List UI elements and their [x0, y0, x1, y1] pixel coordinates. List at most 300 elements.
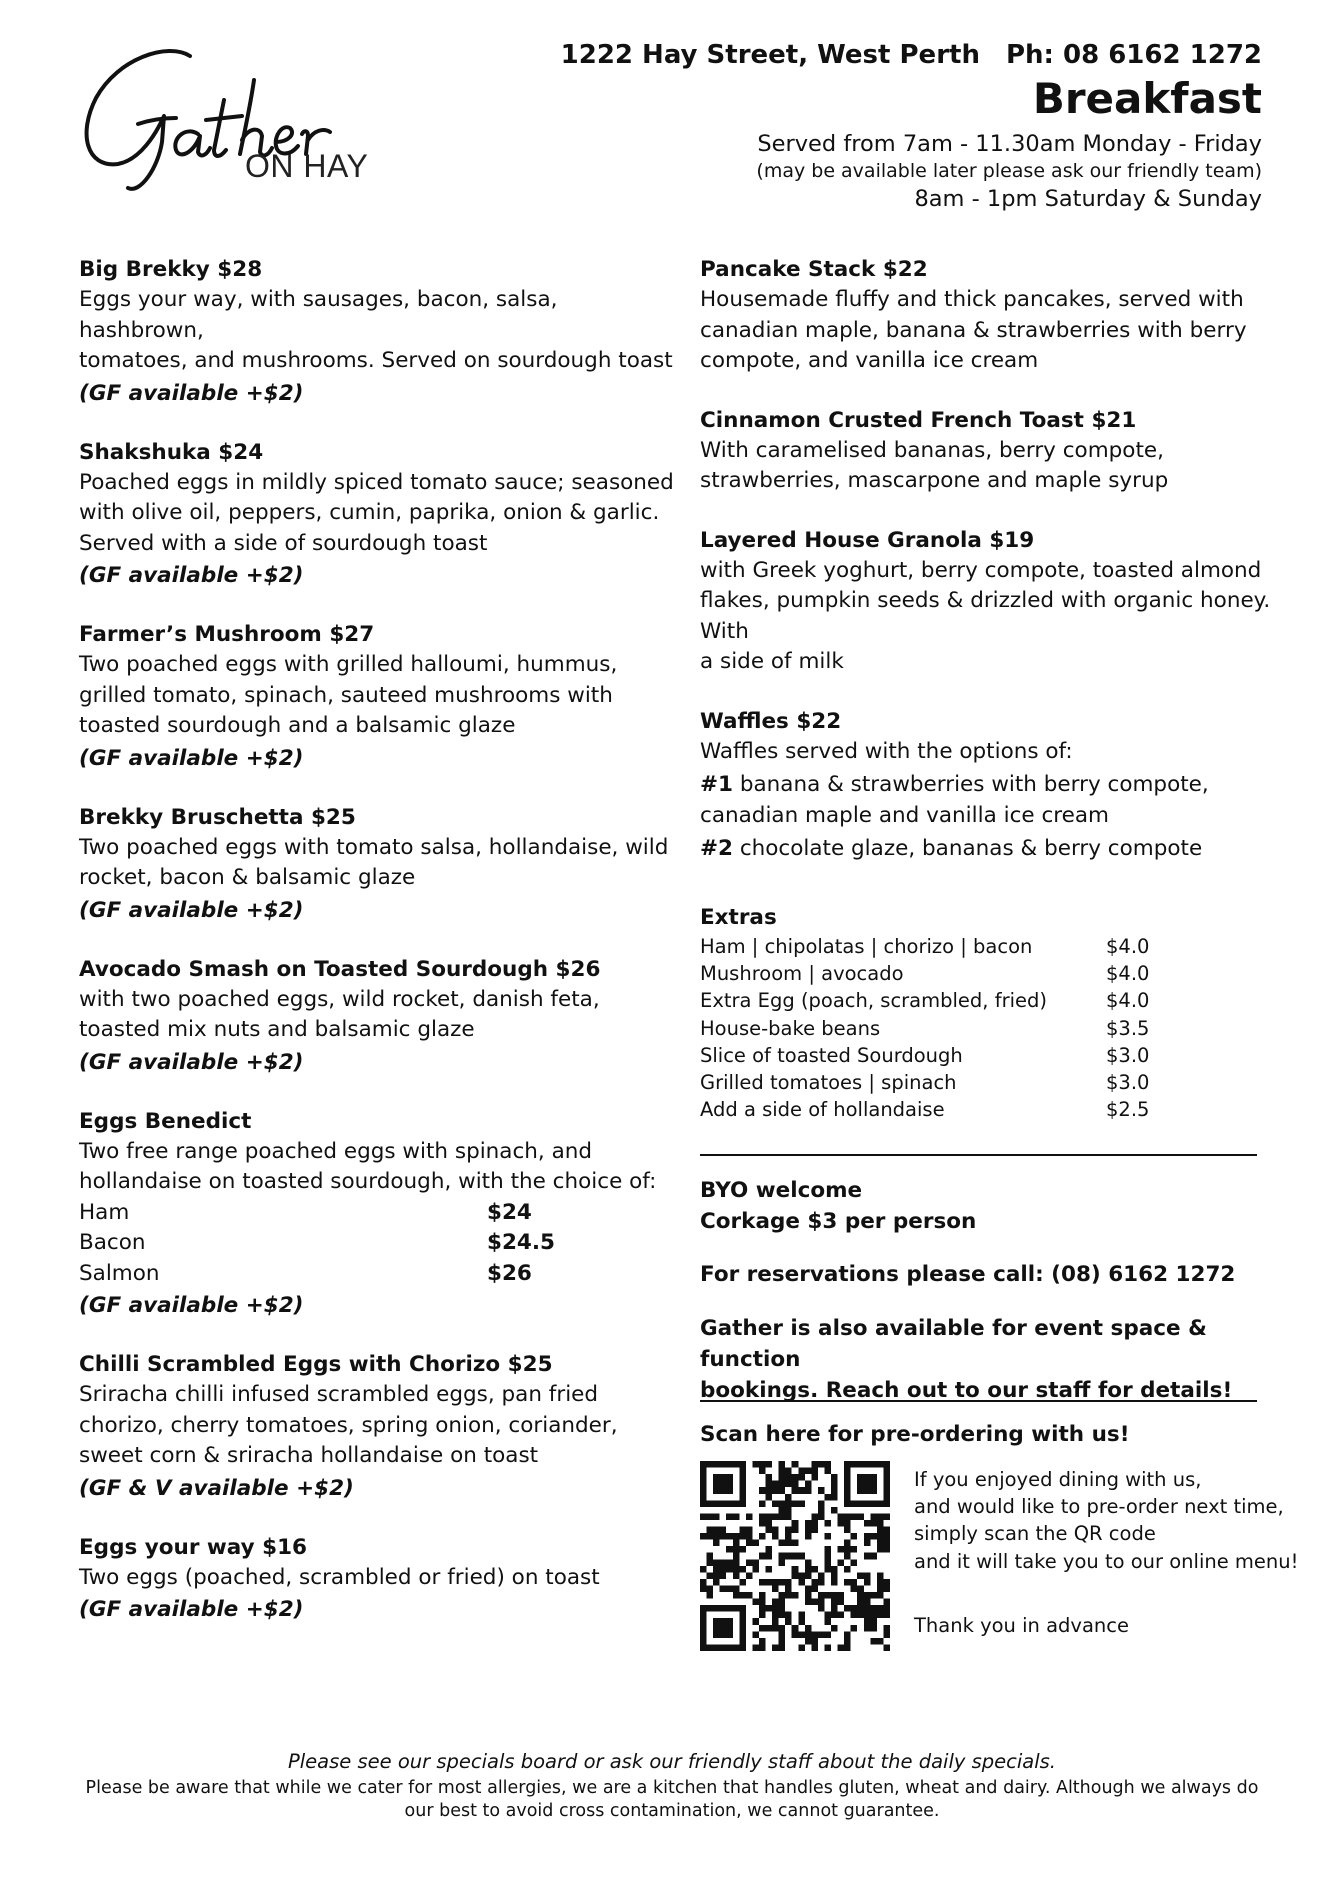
- qr-module: [864, 1461, 871, 1468]
- qr-module: [766, 1625, 773, 1632]
- qr-module: [831, 1494, 838, 1501]
- qr-module: [772, 1500, 779, 1507]
- item-name: Eggs your way $16: [79, 1534, 308, 1560]
- qr-module: [746, 1559, 753, 1566]
- qr-module: [857, 1592, 864, 1599]
- item-name: Shakshuka $24: [79, 439, 264, 465]
- qr-module: [877, 1520, 884, 1527]
- qr-module: [720, 1500, 727, 1507]
- qr-module: [831, 1572, 838, 1579]
- menu-item: [79, 1350, 679, 1504]
- qr-module: [785, 1585, 792, 1592]
- item-desc-line: Two poached eggs with grilled halloumi, hummus,: [79, 652, 618, 677]
- qr-module: [733, 1500, 740, 1507]
- qr-module: [883, 1599, 890, 1606]
- qr-module: [779, 1468, 786, 1475]
- extra-row: [700, 933, 1260, 960]
- qr-module: [831, 1592, 838, 1599]
- menu-header: [561, 40, 1262, 212]
- qr-module: [864, 1533, 871, 1540]
- qr-module: [739, 1579, 746, 1586]
- qr-module: [713, 1513, 720, 1520]
- left-column: [79, 255, 679, 1654]
- qr-module: [864, 1520, 871, 1527]
- qr-module: [700, 1468, 707, 1475]
- qr-module: [726, 1500, 733, 1507]
- option-label: Salmon: [79, 1260, 160, 1286]
- gf-note: (GF available +$2): [79, 563, 304, 588]
- qr-module: [779, 1638, 786, 1645]
- qr-module: [864, 1599, 871, 1606]
- qr-module: [844, 1461, 851, 1468]
- qr-module: [785, 1513, 792, 1520]
- extra-row: [700, 1042, 1260, 1069]
- qr-module: [720, 1618, 727, 1625]
- qr-module: [864, 1579, 871, 1586]
- qr-module: [831, 1625, 838, 1632]
- qr-module: [707, 1605, 714, 1612]
- qr-module: [851, 1500, 858, 1507]
- qr-module: [811, 1599, 818, 1606]
- qr-module: [883, 1585, 890, 1592]
- qr-module: [720, 1487, 727, 1494]
- qr-module: [713, 1461, 720, 1468]
- qr-module: [864, 1500, 871, 1507]
- qr-module: [805, 1520, 812, 1527]
- qr-module: [838, 1612, 845, 1619]
- qr-module: [818, 1507, 825, 1514]
- extras-section: [700, 903, 1260, 1123]
- qr-module: [818, 1599, 825, 1606]
- option-text: chocolate glaze, bananas & berry compote: [732, 836, 1203, 861]
- qr-module: [746, 1527, 753, 1534]
- qr-module: [792, 1592, 799, 1599]
- qr-module: [752, 1599, 759, 1606]
- qr-module: [864, 1553, 871, 1560]
- qr-module: [864, 1487, 871, 1494]
- qr-module: [857, 1481, 864, 1488]
- qr-module: [700, 1644, 707, 1651]
- qr-module: [851, 1559, 858, 1566]
- qr-module: [752, 1631, 759, 1638]
- qr-module: [838, 1513, 845, 1520]
- gf-note: (GF & V available +$2): [79, 1475, 354, 1501]
- extra-name: Extra Egg (poach, scrambled, fried): [700, 989, 1047, 1013]
- qr-module: [779, 1592, 786, 1599]
- gf-note: (GF available +$2): [79, 897, 304, 923]
- qr-module: [759, 1520, 766, 1527]
- qr-module: [857, 1612, 864, 1619]
- extra-row: [700, 960, 1260, 987]
- item-desc-line: sweet corn & sriracha hollandaise on toast: [79, 1443, 539, 1468]
- qr-module: [798, 1612, 805, 1619]
- qr-module: [700, 1513, 707, 1520]
- extra-name: Ham | chipolatas | chorizo | bacon: [700, 935, 1033, 958]
- qr-module: [844, 1631, 851, 1638]
- qr-module: [877, 1572, 884, 1579]
- qr-module: [844, 1527, 851, 1534]
- qr-module: [746, 1533, 753, 1540]
- qr-module: [726, 1559, 733, 1566]
- qr-module: [779, 1559, 786, 1566]
- menu-item: [79, 620, 679, 774]
- qr-module: [864, 1612, 871, 1619]
- qr-module: [739, 1605, 746, 1612]
- qr-module: [707, 1513, 714, 1520]
- qr-module: [700, 1461, 707, 1468]
- qr-module: [851, 1585, 858, 1592]
- qr-module: [700, 1494, 707, 1501]
- qr-module: [779, 1625, 786, 1632]
- qr-module: [785, 1533, 792, 1540]
- qr-module: [700, 1474, 707, 1481]
- qr-module: [864, 1572, 871, 1579]
- qr-module: [739, 1638, 746, 1645]
- qr-module: [838, 1644, 845, 1651]
- qr-module: [857, 1500, 864, 1507]
- contact-line: [561, 40, 1262, 70]
- qr-module: [883, 1546, 890, 1553]
- qr-module: [883, 1500, 890, 1507]
- qr-module: [831, 1481, 838, 1488]
- item-desc-line: strawberries, mascarpone and maple syrup: [700, 468, 1169, 493]
- qr-module: [857, 1474, 864, 1481]
- qr-module: [883, 1612, 890, 1619]
- qr-module: [844, 1494, 851, 1501]
- qr-module: [720, 1631, 727, 1638]
- qr-module: [792, 1540, 799, 1547]
- scan-line: simply scan the QR code: [914, 1522, 1156, 1546]
- qr-module: [883, 1644, 890, 1651]
- served-weekend: 8am - 1pm Saturday & Sunday: [914, 186, 1262, 212]
- qr-module: [798, 1553, 805, 1560]
- menu-item: [700, 255, 1300, 377]
- extra-name: Slice of toasted Sourdough: [700, 1043, 963, 1067]
- qr-module: [818, 1513, 825, 1520]
- qr-module: [707, 1585, 714, 1592]
- qr-module: [785, 1474, 792, 1481]
- qr-module: [785, 1612, 792, 1619]
- qr-module: [752, 1559, 759, 1566]
- qr-module: [811, 1631, 818, 1638]
- qr-module: [752, 1618, 759, 1625]
- qr-module: [713, 1566, 720, 1573]
- qr-module: [870, 1520, 877, 1527]
- qr-module: [870, 1481, 877, 1488]
- qr-module: [792, 1474, 799, 1481]
- qr-module: [844, 1487, 851, 1494]
- qr-module: [739, 1500, 746, 1507]
- qr-module: [726, 1631, 733, 1638]
- qr-module: [844, 1481, 851, 1488]
- qr-module: [766, 1487, 773, 1494]
- qr-module: [838, 1546, 845, 1553]
- qr-module: [713, 1500, 720, 1507]
- menu-item: [79, 255, 679, 409]
- qr-module: [772, 1579, 779, 1586]
- qr-module: [700, 1487, 707, 1494]
- item-name: Big Brekky $28: [79, 257, 263, 282]
- qr-module: [707, 1527, 714, 1534]
- menu-item: [700, 526, 1300, 678]
- qr-module: [844, 1468, 851, 1475]
- qr-code-icon[interactable]: [700, 1461, 890, 1651]
- qr-module: [726, 1618, 733, 1625]
- qr-module: [805, 1592, 812, 1599]
- qr-module: [844, 1513, 851, 1520]
- qr-module: [877, 1540, 884, 1547]
- qr-module: [857, 1585, 864, 1592]
- menu-item: [700, 406, 1300, 497]
- qr-module: [792, 1553, 799, 1560]
- qr-module: [752, 1644, 759, 1651]
- qr-module: [772, 1533, 779, 1540]
- waffle-option-1-cont: canadian maple and vanilla ice cream: [700, 802, 1109, 828]
- qr-module: [726, 1566, 733, 1573]
- extra-row: [700, 1015, 1260, 1042]
- qr-module: [883, 1468, 890, 1475]
- option-label: Bacon: [79, 1230, 146, 1255]
- qr-module: [811, 1585, 818, 1592]
- divider: [700, 1154, 1257, 1156]
- qr-module: [779, 1500, 786, 1507]
- qr-module: [785, 1500, 792, 1507]
- qr-module: [851, 1579, 858, 1586]
- qr-module: [785, 1579, 792, 1586]
- qr-module: [864, 1481, 871, 1488]
- scan-title: Scan here for pre-ordering with us!: [700, 1422, 1130, 1447]
- qr-module: [713, 1540, 720, 1547]
- qr-module: [739, 1481, 746, 1488]
- divider: [700, 1400, 1257, 1402]
- qr-module: [785, 1494, 792, 1501]
- scan-line: and would like to pre-order next time,: [914, 1495, 1284, 1519]
- qr-module: [851, 1625, 858, 1632]
- extra-price: $3.0: [1106, 1071, 1150, 1095]
- qr-module: [746, 1540, 753, 1547]
- qr-module: [720, 1461, 727, 1468]
- extra-name: Add a side of hollandaise: [700, 1098, 945, 1122]
- qr-module: [831, 1605, 838, 1612]
- gf-note: (GF available +$2): [79, 1049, 304, 1075]
- qr-module: [726, 1546, 733, 1553]
- item-desc-line: Served with a side of sourdough toast: [79, 530, 488, 556]
- qr-module: [739, 1644, 746, 1651]
- qr-module: [831, 1474, 838, 1481]
- item-desc-line: with two poached eggs, wild rocket, danish feta,: [79, 986, 600, 1012]
- qr-module: [713, 1605, 720, 1612]
- qr-module: [759, 1461, 766, 1468]
- qr-module: [739, 1474, 746, 1481]
- gf-note: (GF available +$2): [79, 1293, 304, 1318]
- item-desc-line: toasted sourdough and a balsamic glaze: [79, 713, 516, 738]
- scan-description: [914, 1466, 1298, 1575]
- qr-module: [700, 1612, 707, 1619]
- extra-price: $4.0: [1106, 962, 1150, 986]
- qr-module: [785, 1592, 792, 1599]
- qr-module: [772, 1585, 779, 1592]
- qr-module: [870, 1474, 877, 1481]
- option-label: Ham: [79, 1199, 130, 1225]
- gather-logo: [78, 38, 398, 198]
- qr-module: [759, 1513, 766, 1520]
- qr-module: [766, 1553, 773, 1560]
- qr-module: [772, 1618, 779, 1625]
- qr-module: [779, 1474, 786, 1481]
- qr-module: [700, 1618, 707, 1625]
- qr-module: [707, 1533, 714, 1540]
- gf-note: (GF available +$2): [79, 745, 304, 771]
- qr-module: [883, 1579, 890, 1586]
- qr-module: [824, 1631, 831, 1638]
- qr-module: [831, 1579, 838, 1586]
- qr-module: [713, 1487, 720, 1494]
- qr-module: [700, 1566, 707, 1573]
- qr-module: [870, 1461, 877, 1468]
- extra-price: $3.0: [1106, 1043, 1150, 1067]
- qr-module: [713, 1579, 720, 1586]
- qr-module: [811, 1527, 818, 1534]
- qr-module: [864, 1625, 871, 1632]
- qr-module: [805, 1533, 812, 1540]
- item-desc-line: compote, and vanilla ice cream: [700, 348, 1039, 373]
- qr-module: [844, 1553, 851, 1560]
- item-name: Eggs Benedict: [79, 1108, 252, 1134]
- qr-module: [785, 1540, 792, 1547]
- qr-module: [844, 1644, 851, 1651]
- qr-module: [805, 1572, 812, 1579]
- qr-module: [700, 1625, 707, 1632]
- qr-module: [766, 1605, 773, 1612]
- qr-module: [792, 1631, 799, 1638]
- qr-module: [713, 1533, 720, 1540]
- byo-info: [700, 1175, 1300, 1237]
- qr-module: [779, 1579, 786, 1586]
- qr-module: [792, 1520, 799, 1527]
- menu-item: [79, 955, 679, 1078]
- option-row: [79, 1198, 679, 1229]
- qr-module: [811, 1474, 818, 1481]
- qr-module: [713, 1631, 720, 1638]
- qr-module: [844, 1500, 851, 1507]
- qr-module: [883, 1481, 890, 1488]
- qr-module: [838, 1559, 845, 1566]
- qr-module: [844, 1605, 851, 1612]
- qr-module: [818, 1631, 825, 1638]
- qr-module: [805, 1487, 812, 1494]
- qr-module: [824, 1553, 831, 1560]
- qr-module: [792, 1625, 799, 1632]
- item-name: Avocado Smash on Toasted Sourdough $26: [79, 956, 601, 982]
- item-desc-line: rocket, bacon & balsamic glaze: [79, 865, 416, 890]
- qr-module: [772, 1612, 779, 1619]
- qr-module: [766, 1461, 773, 1468]
- qr-module: [700, 1533, 707, 1540]
- qr-module: [720, 1533, 727, 1540]
- qr-module: [779, 1507, 786, 1514]
- qr-module: [733, 1461, 740, 1468]
- qr-module: [766, 1481, 773, 1488]
- qr-module: [883, 1494, 890, 1501]
- qr-module: [700, 1638, 707, 1645]
- qr-module: [772, 1487, 779, 1494]
- qr-module: [824, 1461, 831, 1468]
- qr-module: [700, 1481, 707, 1488]
- qr-module: [824, 1468, 831, 1475]
- qr-module: [759, 1625, 766, 1632]
- qr-module: [877, 1585, 884, 1592]
- qr-module: [883, 1625, 890, 1632]
- option-price: $24: [487, 1199, 532, 1225]
- qr-module: [811, 1638, 818, 1645]
- qr-module: [877, 1579, 884, 1586]
- qr-module: [720, 1585, 727, 1592]
- qr-module: [733, 1644, 740, 1651]
- qr-module: [726, 1625, 733, 1632]
- qr-module: [883, 1487, 890, 1494]
- option-row: [79, 1259, 679, 1290]
- logo-on-hay: ON HAY: [245, 148, 369, 184]
- qr-module: [870, 1638, 877, 1645]
- menu-item: [79, 803, 679, 926]
- qr-module: [838, 1520, 845, 1527]
- qr-module: [759, 1487, 766, 1494]
- item-desc-line: Sriracha chilli infused scrambled eggs, pan fried: [79, 1382, 599, 1407]
- qr-module: [707, 1461, 714, 1468]
- qr-module: [766, 1513, 773, 1520]
- scan-line: and it will take you to our online menu!: [914, 1549, 1299, 1573]
- qr-module: [720, 1527, 727, 1534]
- qr-module: [798, 1474, 805, 1481]
- qr-module: [785, 1527, 792, 1534]
- qr-module: [779, 1461, 786, 1468]
- qr-module: [883, 1605, 890, 1612]
- qr-module: [844, 1579, 851, 1586]
- qr-module: [759, 1468, 766, 1475]
- qr-module: [864, 1474, 871, 1481]
- option-number: #1: [700, 772, 733, 797]
- qr-module: [713, 1474, 720, 1481]
- qr-module: [726, 1513, 733, 1520]
- qr-module: [739, 1631, 746, 1638]
- qr-module: [746, 1572, 753, 1579]
- right-column: [700, 255, 1300, 894]
- byo-welcome: BYO welcome: [700, 1178, 863, 1203]
- qr-module: [785, 1468, 792, 1475]
- extra-row: [700, 987, 1260, 1014]
- qr-module: [779, 1631, 786, 1638]
- qr-module: [818, 1605, 825, 1612]
- qr-module: [851, 1533, 858, 1540]
- qr-module: [877, 1638, 884, 1645]
- qr-module: [864, 1592, 871, 1599]
- qr-module: [805, 1566, 812, 1573]
- qr-module: [844, 1546, 851, 1553]
- served-note: (may be available later please ask our friendly team): [756, 160, 1262, 182]
- qr-module: [759, 1638, 766, 1645]
- qr-module: [805, 1559, 812, 1566]
- qr-module: [877, 1500, 884, 1507]
- qr-module: [857, 1572, 864, 1579]
- option-price: $26: [487, 1260, 532, 1286]
- qr-module: [824, 1494, 831, 1501]
- qr-module: [772, 1625, 779, 1632]
- qr-module: [844, 1540, 851, 1547]
- qr-module: [733, 1546, 740, 1553]
- extra-price: $4.0: [1106, 989, 1150, 1013]
- qr-module: [720, 1481, 727, 1488]
- qr-module: [798, 1631, 805, 1638]
